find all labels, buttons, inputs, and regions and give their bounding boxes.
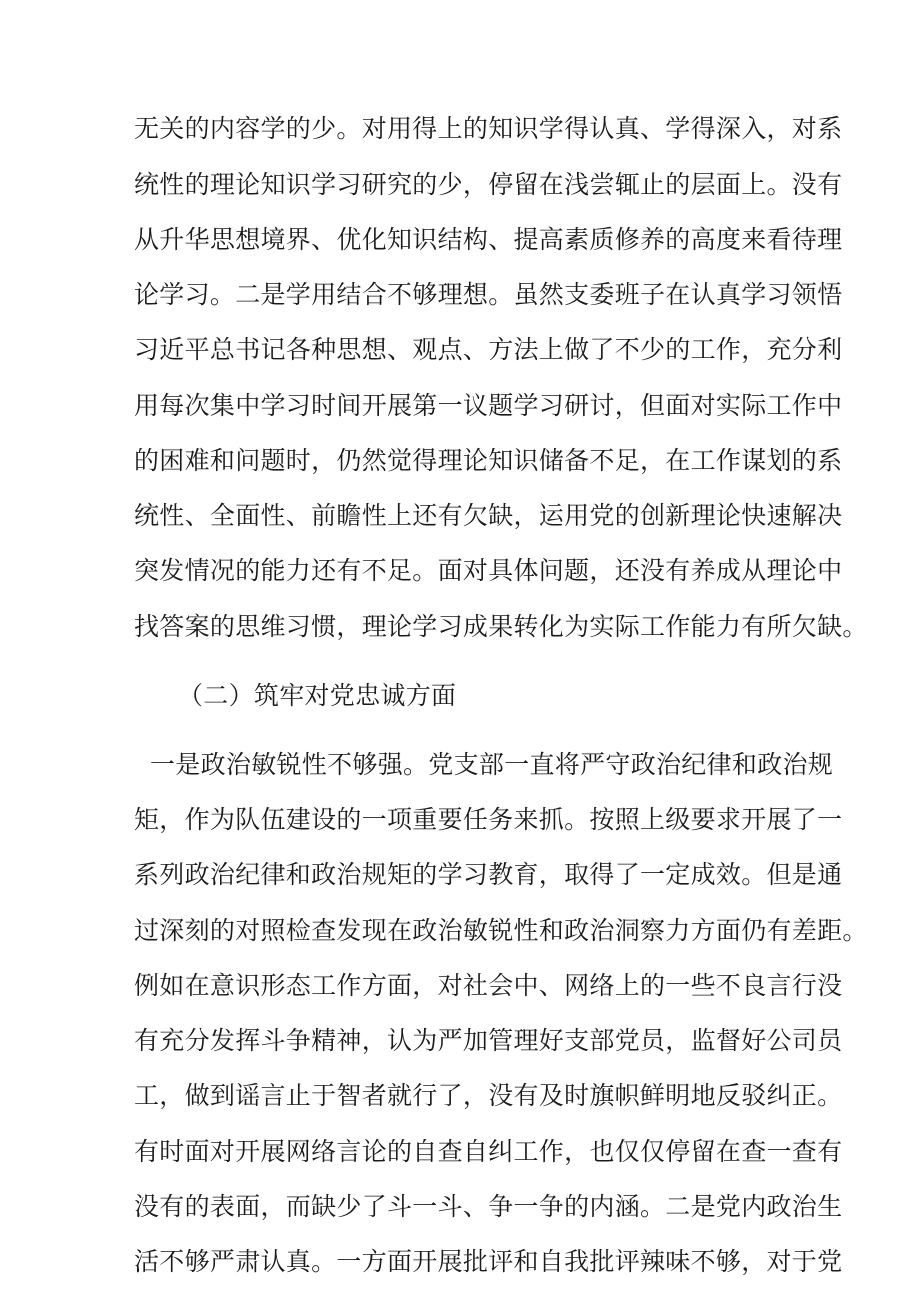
paragraph-line: 有充分发挥斗争精神，认为严加管理好支部党员，监督好公司员 bbox=[134, 1026, 843, 1055]
paragraph-line: 一是政治敏锐性不够强。党支部一直将严守政治纪律和政治规 bbox=[150, 750, 834, 779]
paragraph-line: 统性、全面性、前瞻性上还有欠缺，运用党的创新理论快速解决 bbox=[134, 501, 843, 530]
paragraph-line: 没有的表面，而缺少了斗一斗、争一争的内涵。二是党内政治生 bbox=[134, 1192, 843, 1221]
paragraph-line: 突发情况的能力还有不足。面对具体问题，还没有养成从理论中 bbox=[134, 556, 843, 585]
paragraph-line: 矩，作为队伍建设的一项重要任务来抓。按照上级要求开展了一 bbox=[134, 805, 843, 834]
paragraph-line: 工，做到谣言止于智者就行了，没有及时旗帜鲜明地反驳纠正。 bbox=[134, 1081, 843, 1110]
paragraph-line: 习近平总书记各种思想、观点、方法上做了不少的工作，充分利 bbox=[134, 335, 843, 364]
paragraph-line: 系列政治纪律和政治规矩的学习教育，取得了一定成效。但是通 bbox=[134, 860, 843, 889]
paragraph-line: 找答案的思维习惯，理论学习成果转化为实际工作能力有所欠缺。 bbox=[134, 612, 868, 641]
paragraph-line: 活不够严肃认真。一方面开展批评和自我批评辣味不够，对于党 bbox=[134, 1247, 843, 1276]
paragraph-line: 例如在意识形态工作方面，对社会中、网络上的一些不良言行没 bbox=[134, 971, 843, 1000]
paragraph-line: 过深刻的对照检查发现在政治敏锐性和政治洞察力方面仍有差距。 bbox=[134, 916, 868, 945]
paragraph-line: 从升华思想境界、优化知识结构、提高素质修养的高度来看待理 bbox=[134, 225, 843, 254]
paragraph-line: 统性的理论知识学习研究的少，停留在浅尝辄止的层面上。没有 bbox=[134, 170, 843, 199]
paragraph-line: 无关的内容学的少。对用得上的知识学得认真、学得深入，对系 bbox=[134, 114, 843, 143]
paragraph-line: 用每次集中学习时间开展第一议题学习研讨，但面对实际工作中 bbox=[134, 391, 843, 420]
section-heading: （二）筑牢对党忠诚方面 bbox=[178, 681, 457, 710]
paragraph-line: 有时面对开展网络言论的自查自纠工作，也仅仅停留在查一查有 bbox=[134, 1137, 843, 1166]
paragraph-line: 的困难和问题时，仍然觉得理论知识储备不足，在工作谋划的系 bbox=[134, 446, 843, 475]
paragraph-line: 论学习。二是学用结合不够理想。虽然支委班子在认真学习领悟 bbox=[134, 280, 843, 309]
